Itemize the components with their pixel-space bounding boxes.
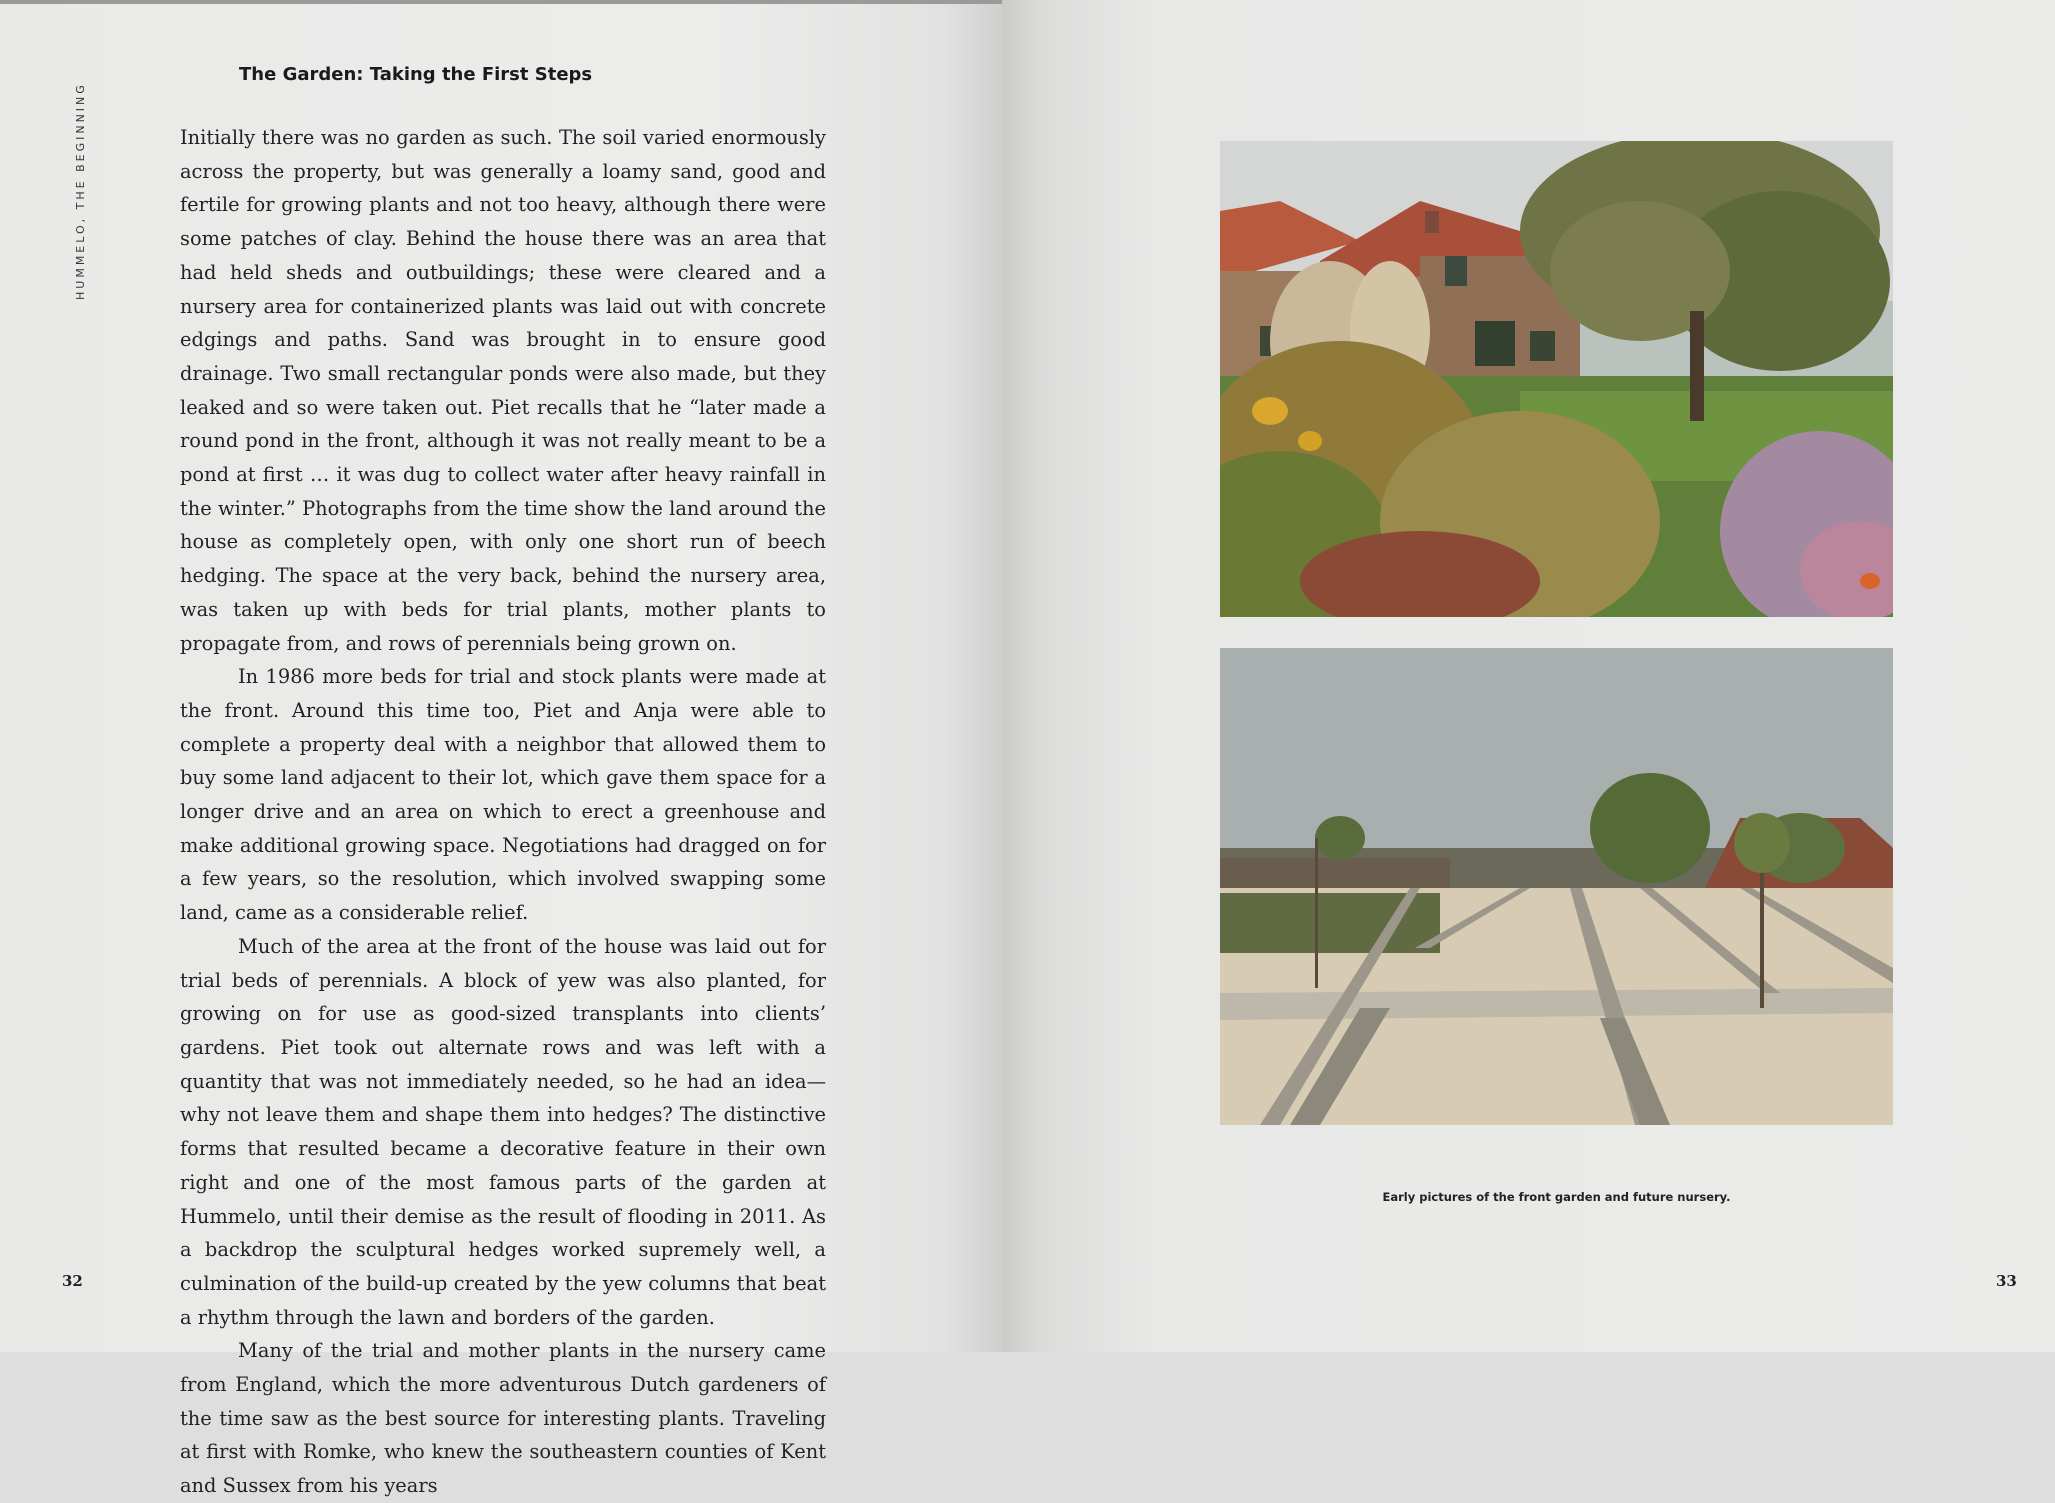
paragraph: Many of the trial and mother plants in the nursery came from England, which the more adventurous Dutch gardeners of the time saw as the best source for interesting plants. Traveling at first with Romke, who knew the southeastern counties of Kent and Sussex from his years bbox=[180, 1339, 826, 1498]
front-garden-photo bbox=[1220, 141, 1893, 617]
photo-caption: Early pictures of the front garden and future nursery. bbox=[1382, 1190, 1731, 1204]
left-page bbox=[0, 0, 1002, 1498]
running-head bbox=[56, 70, 87, 300]
chapter-title: The Garden: Taking the First Steps bbox=[239, 64, 593, 85]
future-nursery-photo-illustration bbox=[1220, 648, 1893, 1125]
page-number: 32 bbox=[62, 1272, 83, 1290]
running-head-text: HUMMELO, THE BEGINNING bbox=[74, 82, 87, 300]
body-text bbox=[180, 121, 826, 1503]
page-number: 33 bbox=[1996, 1272, 2017, 1290]
paragraph: In 1986 more beds for trial and stock plants were made at the front. Around this time too, Piet and Anja were able to complete a property deal with a neighbor that allowed them to buy some land adjacent to their lot, which gave them space for a longer drive and an area on which to erect a greenhouse and make additional growing space. Negotiations had dragged on for a few years, so the resolution, which involved swapping some land, came as a considerable relief. bbox=[180, 665, 826, 925]
front-garden-photo-illustration bbox=[1220, 141, 1893, 617]
page-top-edge bbox=[0, 0, 1002, 4]
future-nursery-photo bbox=[1220, 648, 1893, 1125]
paragraph: Much of the area at the front of the house was laid out for trial beds of perennials. A block of yew was also planted, for growing on for use as good-sized transplants into clients’ gardens. Piet took out alternate rows and was left with a quantity that was not immediately needed, so he had an idea—why not leave them and shape them into hedges? The distinctive forms that resulted became a decorative feature in their own right and one of the most famous parts of the garden at Hummelo, until their demise as the result of flooding in 2011. As a backdrop the sculptural hedges worked supremely well, a culmination of the build-up created by the yew columns that beat a rhythm through the lawn and borders of the garden. bbox=[180, 934, 826, 1329]
paragraph: Initially there was no garden as such. The soil varied enormously across the property, but was generally a loamy sand, good and fertile for growing plants and not too heavy, although there were some patches of clay. Behind the house there was an area that had held sheds and outbuildings; these were cleared and a nursery area for containerized plants was laid out with concrete edgings and paths. Sand was brought in to ensure good drainage. Two small rectangular ponds were also made, but they leaked and so were taken out. Piet recalls that he “later made a round pond in the front, although it was not really meant to be a pond at first … it was dug to collect water after heavy rainfall in the winter.” Photographs from the time show the land around the house as completely open, with only one short run of beech hedging. The space at the very back, behind the nursery area, was taken up with beds for trial plants, mother plants to propagate from, and rows of perennials being grown on. bbox=[180, 126, 826, 655]
